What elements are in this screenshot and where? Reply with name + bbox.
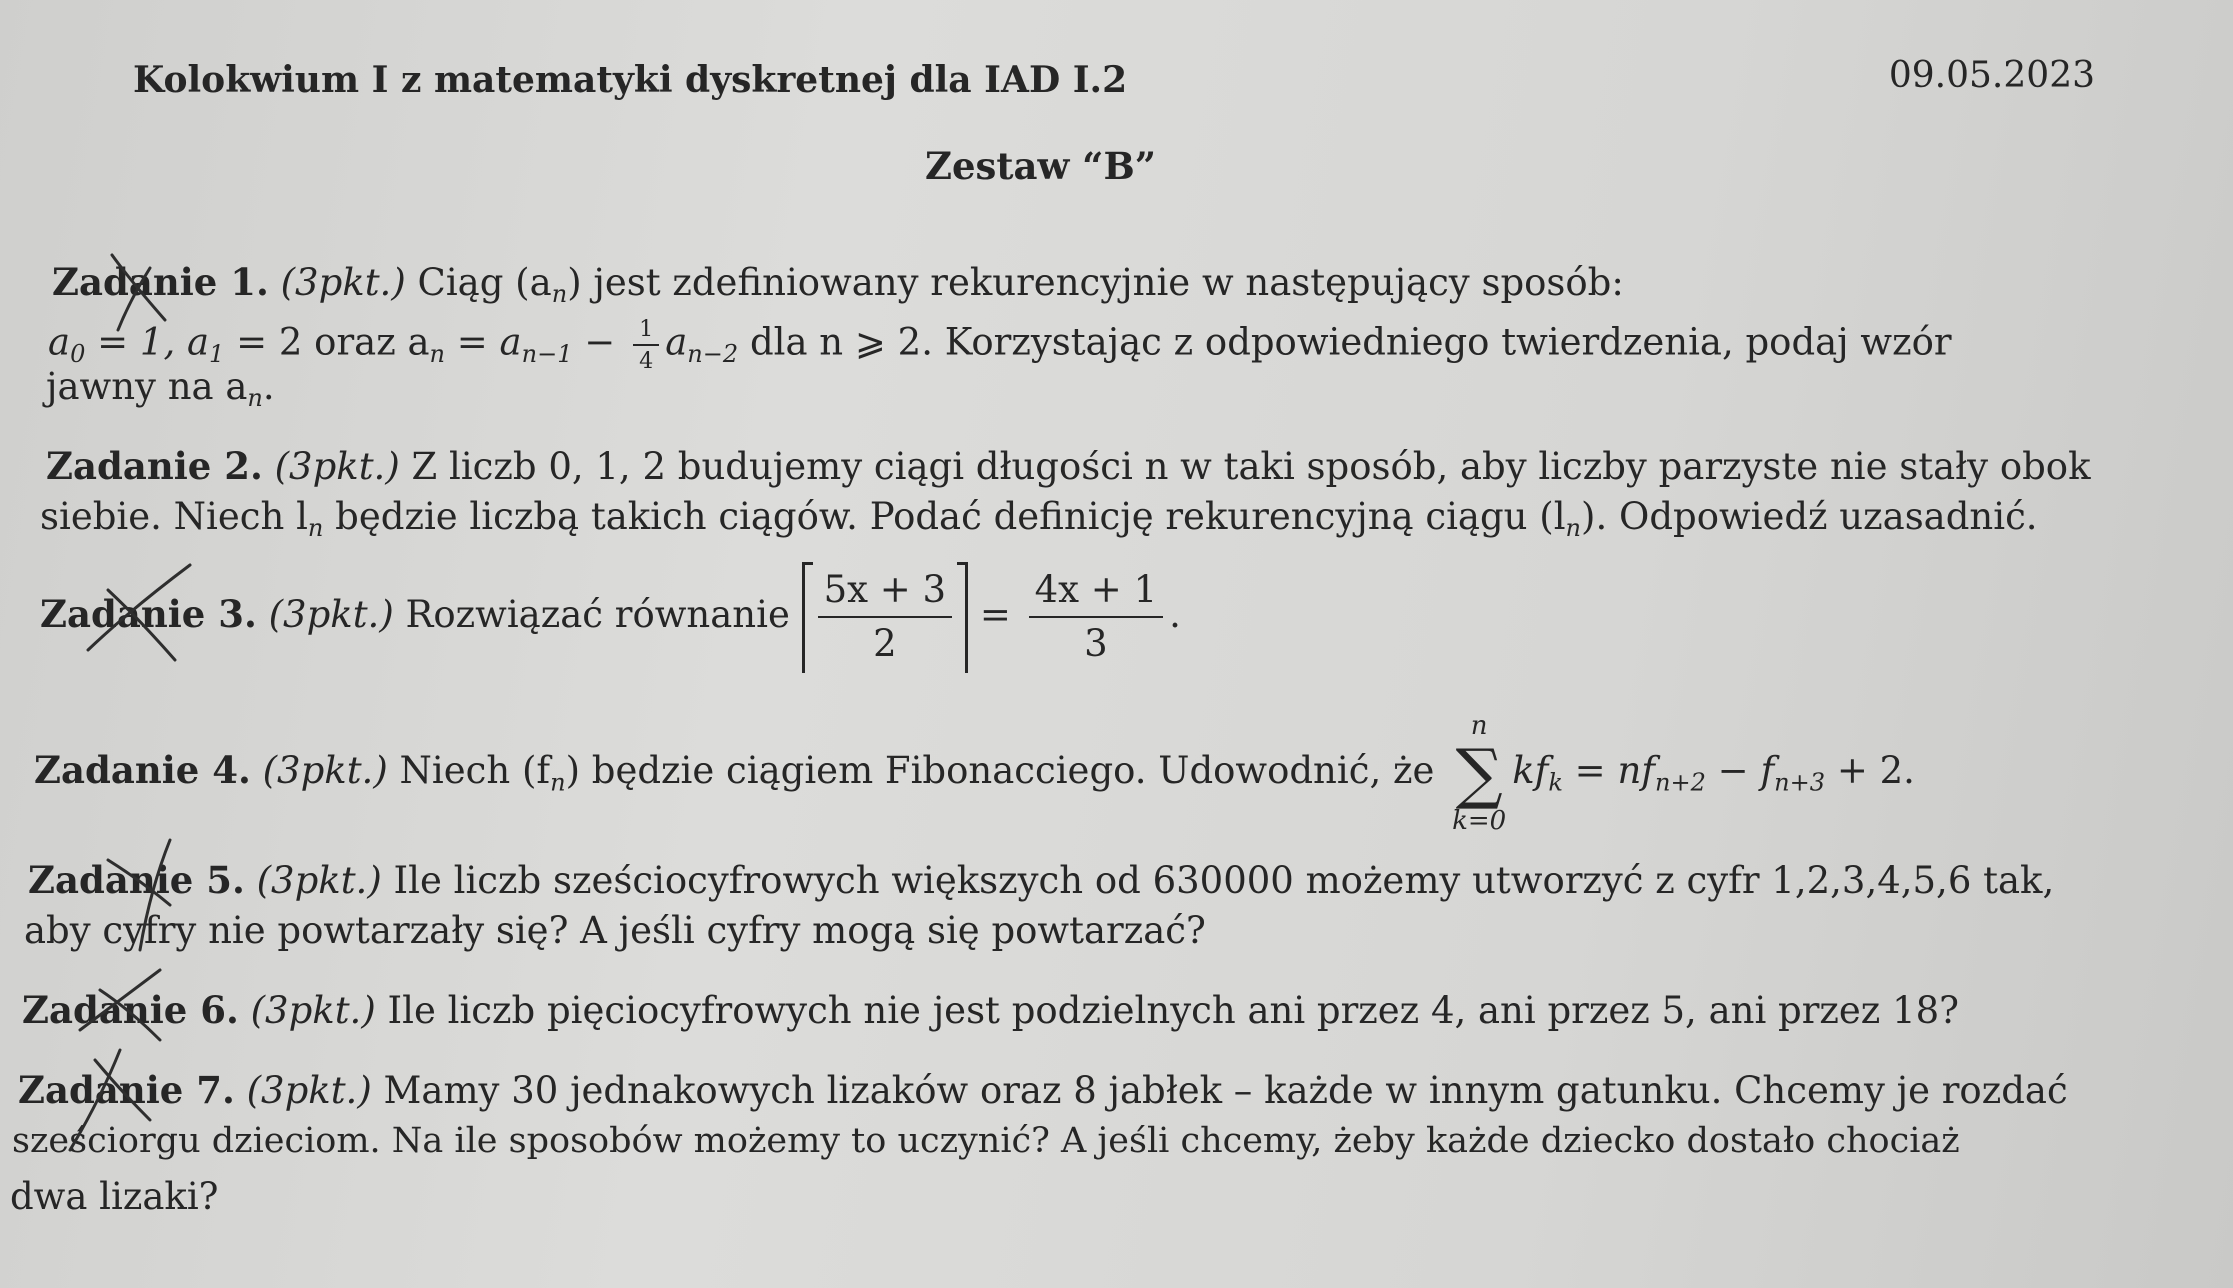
task-7-text-3: dwa lizaki? — [10, 1175, 219, 1218]
math-sub: 0 — [70, 339, 86, 368]
task-5-label: Zadanie 5. — [28, 858, 245, 902]
task-4-label: Zadanie 4. — [34, 748, 251, 793]
math-text: dla n ⩾ 2. Korzystając z odpowiedniego twierdzenia, podaj wzór — [738, 320, 1952, 364]
task-5-text-2: aby cyfry nie powtarzały się? A jeśli cyfry mogą się powtarzać? — [24, 909, 1206, 952]
task-4-text: Niech (f — [399, 749, 551, 793]
math-sub: n — [429, 339, 446, 368]
task-1-end: . — [262, 365, 275, 408]
cross-mark — [140, 840, 170, 950]
math-text: = 1, a — [85, 320, 210, 364]
task-7-text-2: sześciorgu dzieciom. Na ile sposobów możemy to uczynić? A jeśli chcemy, żeby każde dziecko dostało chociaż — [12, 1121, 1960, 1161]
math-text: + 2. — [1825, 749, 1915, 793]
fraction-numerator: 4x + 1 — [1029, 568, 1163, 618]
task-6-points: (3pkt.) — [250, 989, 376, 1032]
math-a: a — [48, 320, 71, 364]
set-title: Zestaw “B” — [925, 144, 1157, 188]
task-3-text: Rozwiązać równanie — [405, 592, 790, 636]
math-text: − — [572, 320, 628, 364]
task-1-text: Ciąg (a — [417, 261, 552, 304]
task-6-text: Ile liczb pięciocyfrowych nie jest podzielnych ani przez 4, ani przez 5, ani przez 18? — [387, 989, 1959, 1032]
math-text: − f — [1705, 749, 1775, 793]
math-text: kf — [1512, 749, 1549, 793]
sigma-icon: ∑ — [1455, 734, 1503, 812]
exam-date: 09.05.2023 — [1888, 55, 2095, 96]
task-2-text-2: siebie. Niech l — [40, 495, 308, 538]
task-2-text-2c: ). Odpowiedź uzasadnić. — [1581, 495, 2038, 538]
fraction-denominator: 4 — [639, 348, 654, 375]
math-a: a — [665, 320, 688, 364]
task-2-text-2b: będzie liczbą takich ciągów. Podać definicję rekurencyjną ciągu (l — [323, 495, 1566, 538]
task-4-points: (3pkt.) — [262, 749, 388, 793]
math-sub: n — [307, 514, 324, 543]
cross-mark — [88, 565, 190, 650]
task-5-text: Ile liczb sześciocyfrowych większych od 630000 możemy utworzyć z cyfr 1,2,3,4,5,6 tak, — [393, 859, 2055, 902]
task-1-label: Zadanie 1. — [52, 260, 269, 304]
task-3-end: . — [1169, 592, 1181, 636]
task-5-points: (3pkt.) — [256, 859, 382, 902]
task-3-points: (3pkt.) — [268, 592, 394, 636]
math-sub: n−1 — [521, 339, 573, 368]
task-2-label: Zadanie 2. — [46, 444, 263, 488]
task-1-sub: n — [551, 280, 568, 309]
sum-upper-limit: n — [1470, 711, 1488, 741]
exam-title: Kolokwium I z matematyki dyskretnej dla IAD I.2 — [133, 59, 1128, 101]
task-3-label: Zadanie 3. — [40, 591, 257, 636]
equals-sign: = — [979, 592, 1011, 636]
math-sub: n — [247, 384, 263, 413]
math-sub: n — [550, 768, 566, 797]
task-1-text-rest: ) jest zdefiniowany rekurencyjnie w następujący sposób: — [567, 261, 1624, 304]
sum-lower-limit: k=0 — [1452, 805, 1507, 836]
fraction-numerator: 1 — [633, 318, 659, 346]
cross-mark — [70, 1050, 120, 1150]
task-1-points: (3pkt.) — [280, 261, 406, 304]
task-4-text-rest: ) będzie ciągiem Fibonacciego. Udowodnić, że — [565, 749, 1435, 793]
cross-mark — [108, 590, 175, 660]
task-2-text: Z liczb 0, 1, 2 budujemy ciągi długości n w taki sposób, aby liczby parzyste nie stały obok — [411, 445, 2091, 488]
cross-mark — [100, 990, 160, 1040]
math-sub: n−2 — [687, 339, 739, 368]
math-sub: n — [1565, 514, 1582, 543]
math-text: = nf — [1562, 749, 1655, 793]
math-text: = a — [445, 320, 522, 364]
cross-mark — [80, 970, 160, 1030]
task-1-text-3: jawny na a — [46, 365, 248, 408]
fraction-numerator: 5x + 3 — [818, 568, 952, 618]
task-6-label: Zadanie 6. — [22, 988, 239, 1032]
math-sub: n+2 — [1654, 768, 1706, 797]
math-sub: 1 — [209, 339, 225, 368]
math-text: = 2 oraz a — [224, 320, 430, 364]
math-sub: k — [1548, 768, 1563, 797]
task-7-label: Zadanie 7. — [18, 1068, 235, 1112]
fraction-denominator: 2 — [873, 622, 897, 666]
task-7-points: (3pkt.) — [246, 1069, 372, 1112]
task-2-points: (3pkt.) — [274, 445, 400, 488]
fraction-denominator: 3 — [1084, 622, 1108, 666]
math-sub: n+3 — [1774, 768, 1826, 797]
task-7-text: Mamy 30 jednakowych lizaków oraz 8 jabłek – każde w innym gatunku. Chcemy je rozdać — [383, 1069, 2068, 1112]
